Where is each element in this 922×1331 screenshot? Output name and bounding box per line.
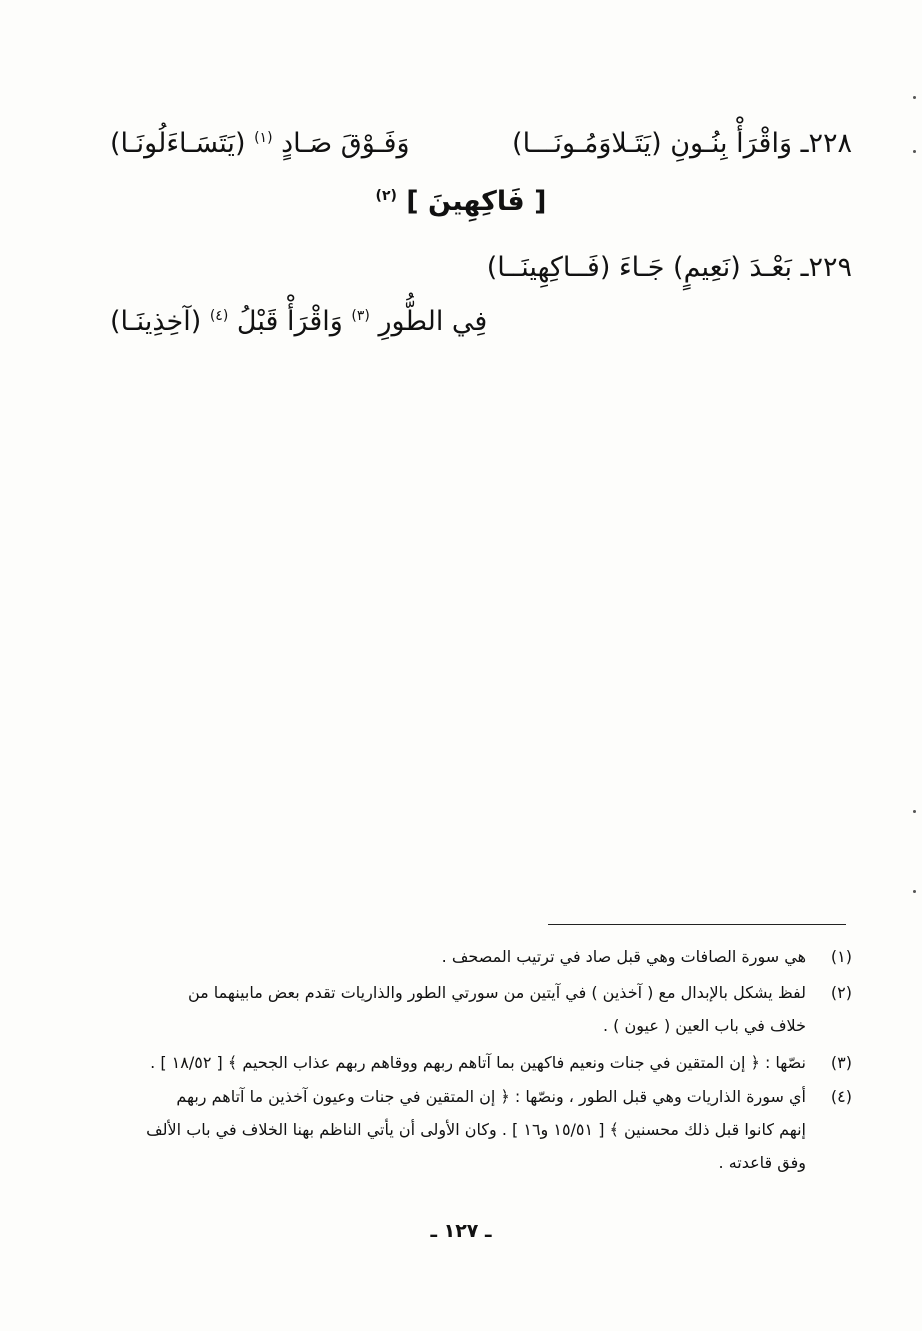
footnote-number: (٤) [830, 1087, 852, 1106]
footnote-text [146, 1080, 806, 1179]
scan-speck [913, 810, 916, 813]
scan-speck [913, 150, 916, 153]
footnote-text [442, 940, 806, 973]
footnote-ref-1: (١) [254, 130, 273, 146]
footnote-line: إنهم كانوا قبل ذلك محسنين ﴾ [ ١٥/٥١ و١٦ ] . وكان الأولى أن يأتي الناظم بهنا الخلاف في باب الألف [146, 1120, 806, 1139]
footnote-line: هي سورة الصافات وهي قبل صاد في ترتيب المصحف . [441, 947, 806, 966]
verse-228-b-text: وَفَـوْقَ صَـادٍ [281, 128, 410, 159]
footnote-text [150, 1046, 806, 1079]
footnote-number: (٢) [830, 983, 852, 1002]
scan-speck [913, 96, 916, 99]
footnote-line: نصّها : ﴿ إن المتقين في جنات ونعيم فاكهين بما آتاهم ربهم ووقاهم ربهم عذاب الجحيم ﴾ [ ١٨/٥٢ ] . [150, 1053, 806, 1072]
footnote-ref-4: (٤) [209, 308, 229, 324]
footnote-ref-3: (٣) [351, 308, 370, 324]
verse-229-b-text: فِي الطُّورِ [378, 306, 488, 337]
verse-228-second-hemistich [110, 128, 410, 160]
scan-speck [913, 890, 916, 893]
verse-228-first-hemistich: ٢٢٨ـ وَاقْرَأْ بِنُـونِ (يَتَـلاوَمُـونَـــا) [512, 128, 852, 159]
footnote-number: (٣) [830, 1053, 852, 1072]
footnote-separator [548, 924, 846, 925]
footnote-text [188, 976, 806, 1042]
footnote-line: وفق قاعدته . [718, 1153, 806, 1172]
verse-229-b-rest: (آخِذِينَـا) [110, 306, 202, 337]
verse-229-first-hemistich: ٢٢٩ـ بَعْـدَ (نَعِيمٍ) جَـاءَ (فَــاكِهِينَــا) [486, 252, 852, 283]
footnote-line: خلاف في باب العين ( عيون ) . [602, 1016, 806, 1035]
footnote-number: (١) [830, 947, 852, 966]
footnote-line: لفظ يشكل بالإبدال مع ( آخذين ) في آيتين من سورتي الطور والذاريات تقدم بعض مابينهما من [187, 983, 806, 1002]
footnote-ref-2: (٢) [375, 188, 397, 204]
verse-229-b-mid: وَاقْرَأْ قَبْلُ [236, 306, 343, 337]
verse-229-second-hemistich [110, 306, 487, 338]
footnote-line: أي سورة الذاريات وهي قبل الطور ، ونصّها : ﴿ إن المتقين في جنات وعيون آخذين ما آتاهم ربهم [176, 1087, 806, 1106]
page-number: ـ ١٢٧ ـ [430, 1220, 492, 1242]
verse-228-b-rest: (يَتَسَـاءَلُونَـا) [110, 128, 246, 159]
verse-228-bracket-line [0, 186, 922, 218]
verse-228-c-text: [ فَاكِهِينَ ] [406, 186, 547, 217]
